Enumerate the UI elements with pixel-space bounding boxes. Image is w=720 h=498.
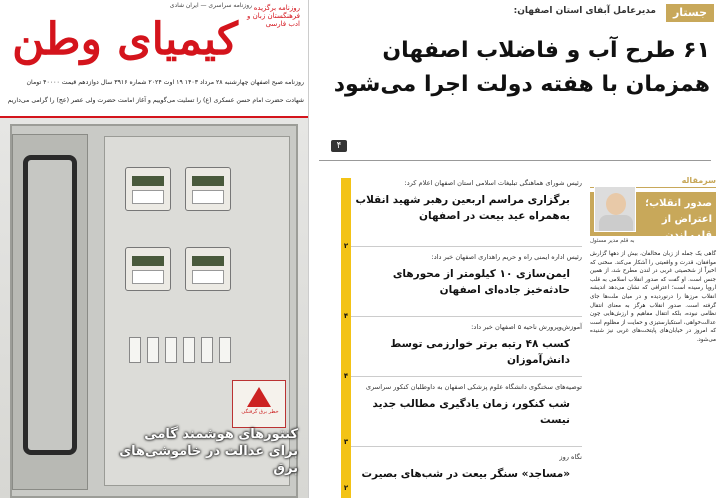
breaker-icon [129,337,141,363]
author-avatar [594,186,636,232]
front-page-right [308,0,720,498]
editorial-label: سرمقاله [590,176,716,188]
news-intro: رئیس شورای هماهنگی تبلیغات اسلامی استان اصفهان اعلام کرد: [404,179,582,187]
author-head-icon [606,193,626,215]
news-page-number: ۲ [343,242,349,250]
cabinet-door [12,134,88,490]
editorial-column [590,176,716,498]
news-list [344,176,582,498]
news-title[interactable]: شب کنکور، زمان یادگیری مطالب جدید نیست [372,398,570,426]
news-title[interactable]: برگزاری مراسم اربعین رهبر شهید انقلاب به‌همراه عید بیعت در اصفهان [355,194,570,222]
news-item[interactable] [344,252,582,298]
news-divider [344,246,582,247]
headline-divider [319,160,711,161]
headline-page-badge: ۴ [331,140,347,152]
breaker-icon [165,337,177,363]
masthead-slogan: روزنامه سراسری — ایران شادی [169,2,252,9]
news-page-number: ۴ [343,372,349,380]
danger-sign-text: خطر برق گرفتگی [241,409,279,415]
masthead [0,0,308,118]
tagline-row: شهادت حضرت امام حسن عسکری (ع) را تسلیت می‌گوییم و آغاز امامت حضرت ولی عصر (عج) را گرامی می‌داریم [7,97,304,104]
breaker-icon [219,337,231,363]
news-rail [341,178,351,498]
logo-note: روزنامه برگزیده فرهنگستان زبان و ادب فارسی [247,4,300,28]
news-item[interactable] [344,322,582,368]
meter-icon [125,167,171,211]
main-headline[interactable]: ۶۱ طرح آب و فاضلاب اصفهان همزمان با هفته دولت اجرا می‌شود [333,38,710,97]
warning-triangle-icon [247,387,271,407]
news-intro: آموزش‌وپرورش ناحیه ۵ اصفهان خبر داد: [471,323,582,331]
editorial-title[interactable]: صدور انقلاب؛ اعتراض از قلب لندن [645,198,712,241]
news-intro: نگاه روز [559,453,582,461]
issue-line: روزنامه صبح اصفهان چهارشنبه ۲۸ مرداد ۱۴۰۳ ۱۹ اوت ۲۰۲۴ شماره ۳۹۱۶ سال دوازدهم قیمت ۴۰۰۰۰ تومان [26,79,304,86]
news-item[interactable] [344,452,582,482]
photo-caption[interactable]: کنتورهای هوشمند گامی برای عدالت در خاموشی‌های برق [119,427,298,476]
newspaper-logo[interactable]: کیمیای وطن [12,14,238,65]
meter-icon [125,247,171,291]
section-tab[interactable]: جستار [666,4,714,22]
cabinet-door-window [23,155,77,455]
breaker-icon [147,337,159,363]
news-divider [344,316,582,317]
breaker-icon [201,337,213,363]
headline-kicker: مدیرعامل آبفای استان اصفهان: [513,6,656,16]
meter-icon [185,247,231,291]
news-item[interactable] [344,178,582,224]
news-page-number: ۳ [343,438,349,446]
news-page-number: ۲ [343,484,349,492]
news-intro: توصیه‌های سخنگوی دانشگاه علوم پزشکی اصفهان به داوطلبان کنکور سراسری [365,383,582,391]
news-divider [344,446,582,447]
breaker-icon [183,337,195,363]
news-title[interactable]: ایمن‌سازی ۱۰ کیلومتر از محورهای حادثه‌خیز جاده‌ای اصفهان [392,268,570,296]
news-item[interactable] [344,382,582,428]
news-title[interactable]: «مساجد» سنگر بیعت در شب‌های بصیرت [361,468,570,480]
news-intro: رئیس اداره ایمنی راه و حریم راهداری اصفهان خبر داد: [431,253,582,261]
danger-sign [232,380,286,428]
cover-photo[interactable] [0,118,308,498]
editorial-byline: به قلم مدیر مسئول [590,238,635,244]
news-divider [344,376,582,377]
author-body-icon [599,215,633,232]
editorial-body: گاهی یک جمله از زبان مخالفان، بیش از دهها گزارش موافقان، قدرت و واقعیتی را آشکار می‌کند. سخنی که اخیراً از شخصیتی غربی در لندن مطرح شد، از همین جنس است. او گفت که صدور انقلاب اسلامی به قلب اروپا رسیده است؛ اعترافی که نشان می‌دهد اندیشه انقلاب مرزها را درنوردیده و در میان ملت‌ها جای گرفته است. صدور انقلاب هرگز به معنای انتقال نظامی نبوده، بلکه انتقال مفاهیم و ارزش‌هایی چون عدالت‌خواهی، استکبارستیزی و حمایت از مظلوم است که امروز در خیابان‌های پایتخت‌های غربی نیز شنیده می‌شود. [590,251,716,343]
news-title[interactable]: کسب ۴۸ رتبه برتر خوارزمی توسط دانش‌آموزان [390,338,570,366]
news-page-number: ۴ [343,312,349,320]
meter-icon [185,167,231,211]
